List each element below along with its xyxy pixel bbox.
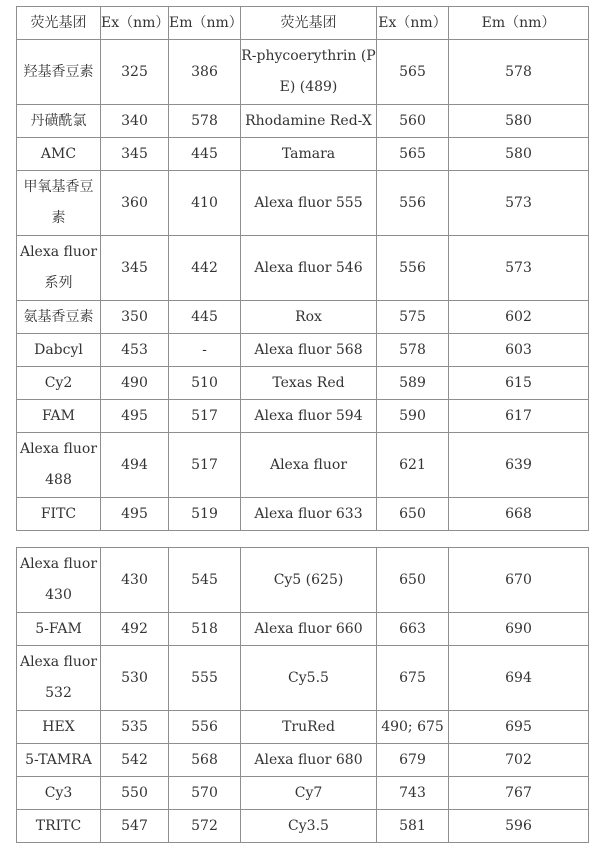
table-cell: 621 — [377, 433, 449, 498]
table-cell: 556 — [377, 236, 449, 301]
table-cell: 345 — [101, 138, 169, 171]
table-cell: 580 — [449, 138, 589, 171]
table-cell: 495 — [101, 400, 169, 433]
table-cell: 743 — [377, 777, 449, 810]
table-row — [17, 40, 589, 105]
table-cell: 氨基香豆素 — [17, 301, 101, 334]
table-cell: 565 — [377, 40, 449, 105]
table-cell: Texas Red — [241, 367, 377, 400]
header-em: Em（nm） — [169, 7, 241, 40]
table-row — [17, 171, 589, 236]
table-cell: 5-TAMRA — [17, 744, 101, 777]
header-fluorophore: 荧光基团 — [17, 7, 101, 40]
table-cell: 663 — [377, 613, 449, 646]
table-cell: Cy2 — [17, 367, 101, 400]
table-cell: 519 — [169, 498, 241, 531]
table-cell: Rox — [241, 301, 377, 334]
table-cell: 639 — [449, 433, 589, 498]
table-cell: 丹磺酰氯 — [17, 105, 101, 138]
table-cell: 517 — [169, 433, 241, 498]
table-row — [17, 548, 589, 613]
table-cell: 581 — [377, 810, 449, 843]
table-cell: Cy7 — [241, 777, 377, 810]
table-cell: 556 — [169, 711, 241, 744]
table-cell: 602 — [449, 301, 589, 334]
table-cell: 690 — [449, 613, 589, 646]
table-cell: 555 — [169, 646, 241, 711]
table-cell: FITC — [17, 498, 101, 531]
table-cell: FAM — [17, 400, 101, 433]
table-cell: TRITC — [17, 810, 101, 843]
table-cell: 445 — [169, 301, 241, 334]
table-cell: 325 — [101, 40, 169, 105]
table-cell: 495 — [101, 498, 169, 531]
table-cell: 668 — [449, 498, 589, 531]
header-row — [17, 7, 589, 40]
table-cell: Alexa fluor 488 — [17, 433, 101, 498]
table-cell: 560 — [377, 105, 449, 138]
header-em: Em（nm） — [449, 7, 589, 40]
table-cell: Cy5.5 — [241, 646, 377, 711]
table-cell: Alexa fluor 430 — [17, 548, 101, 613]
table-cell: 545 — [169, 548, 241, 613]
table-row — [17, 810, 589, 843]
table-row — [17, 613, 589, 646]
table-cell: 596 — [449, 810, 589, 843]
table-cell: 603 — [449, 334, 589, 367]
table-cell: 518 — [169, 613, 241, 646]
table-cell: 573 — [449, 171, 589, 236]
table-cell: 5-FAM — [17, 613, 101, 646]
table-cell: 340 — [101, 105, 169, 138]
table-cell: Tamara — [241, 138, 377, 171]
table-cell: 410 — [169, 171, 241, 236]
table-cell: 490; 675 — [377, 711, 449, 744]
table-cell: R-phycoerythrin (PE) (489) — [241, 40, 377, 105]
table-cell: 573 — [449, 236, 589, 301]
table-row — [17, 744, 589, 777]
table-cell: 617 — [449, 400, 589, 433]
table-cell: 535 — [101, 711, 169, 744]
table-cell: 492 — [101, 613, 169, 646]
header-fluorophore: 荧光基团 — [241, 7, 377, 40]
table-cell: Alexa fluor 633 — [241, 498, 377, 531]
table-cell: 615 — [449, 367, 589, 400]
table-cell: 445 — [169, 138, 241, 171]
table-cell: 490 — [101, 367, 169, 400]
table-cell: 386 — [169, 40, 241, 105]
table-cell: 589 — [377, 367, 449, 400]
table-cell: Alexa fluor 594 — [241, 400, 377, 433]
table-cell: Rhodamine Red-X — [241, 105, 377, 138]
table-cell: 350 — [101, 301, 169, 334]
fluorophore-tables — [16, 6, 588, 843]
table-cell: 550 — [101, 777, 169, 810]
table-cell: Dabcyl — [17, 334, 101, 367]
table-row — [17, 498, 589, 531]
table-row — [17, 301, 589, 334]
table-cell: 517 — [169, 400, 241, 433]
table-cell: 547 — [101, 810, 169, 843]
table-cell: AMC — [17, 138, 101, 171]
table-cell: Alexa fluor 568 — [241, 334, 377, 367]
table-cell: TruRed — [241, 711, 377, 744]
table-cell: 530 — [101, 646, 169, 711]
table-cell: 510 — [169, 367, 241, 400]
table-cell: 345 — [101, 236, 169, 301]
table-cell: 542 — [101, 744, 169, 777]
table-cell: 675 — [377, 646, 449, 711]
table-cell: 568 — [169, 744, 241, 777]
table-cell: 442 — [169, 236, 241, 301]
table-cell: 767 — [449, 777, 589, 810]
table-row — [17, 236, 589, 301]
table-cell: Cy3.5 — [241, 810, 377, 843]
table-cell: 556 — [377, 171, 449, 236]
header-ex: Ex（nm） — [101, 7, 169, 40]
table-cell: 565 — [377, 138, 449, 171]
table-cell: 650 — [377, 498, 449, 531]
table-gap — [16, 531, 588, 547]
table-cell: HEX — [17, 711, 101, 744]
table-cell: 羟基香豆素 — [17, 40, 101, 105]
table-cell: 453 — [101, 334, 169, 367]
table-row — [17, 777, 589, 810]
table-cell: 494 — [101, 433, 169, 498]
table-cell: 590 — [377, 400, 449, 433]
table-cell: Alexa fluor 系列 — [17, 236, 101, 301]
fluorophore-table-1 — [16, 6, 589, 531]
table-cell: 430 — [101, 548, 169, 613]
table-row — [17, 433, 589, 498]
table-cell: Alexa fluor — [241, 433, 377, 498]
table-cell: 679 — [377, 744, 449, 777]
table-cell: Alexa fluor 660 — [241, 613, 377, 646]
table-cell: 572 — [169, 810, 241, 843]
table-cell: 694 — [449, 646, 589, 711]
table-cell: 580 — [449, 105, 589, 138]
table-row — [17, 334, 589, 367]
table-cell: Alexa fluor 555 — [241, 171, 377, 236]
table-cell: 670 — [449, 548, 589, 613]
table-cell: 578 — [169, 105, 241, 138]
table-row — [17, 105, 589, 138]
table-cell: 695 — [449, 711, 589, 744]
table-row — [17, 711, 589, 744]
table-cell: 575 — [377, 301, 449, 334]
table-cell: Cy3 — [17, 777, 101, 810]
fluorophore-table-2 — [16, 547, 589, 843]
table-cell: Alexa fluor 546 — [241, 236, 377, 301]
table-cell: 甲氧基香豆素 — [17, 171, 101, 236]
table-row — [17, 138, 589, 171]
table-cell: Alexa fluor 680 — [241, 744, 377, 777]
table-cell: - — [169, 334, 241, 367]
table-cell: Alexa fluor 532 — [17, 646, 101, 711]
table-row — [17, 367, 589, 400]
table-cell: 578 — [449, 40, 589, 105]
table-cell: 650 — [377, 548, 449, 613]
table-cell: 578 — [377, 334, 449, 367]
table-cell: 360 — [101, 171, 169, 236]
table-cell: Cy5 (625) — [241, 548, 377, 613]
table-cell: 570 — [169, 777, 241, 810]
header-ex: Ex（nm） — [377, 7, 449, 40]
table-row — [17, 646, 589, 711]
table-row — [17, 400, 589, 433]
table-cell: 702 — [449, 744, 589, 777]
